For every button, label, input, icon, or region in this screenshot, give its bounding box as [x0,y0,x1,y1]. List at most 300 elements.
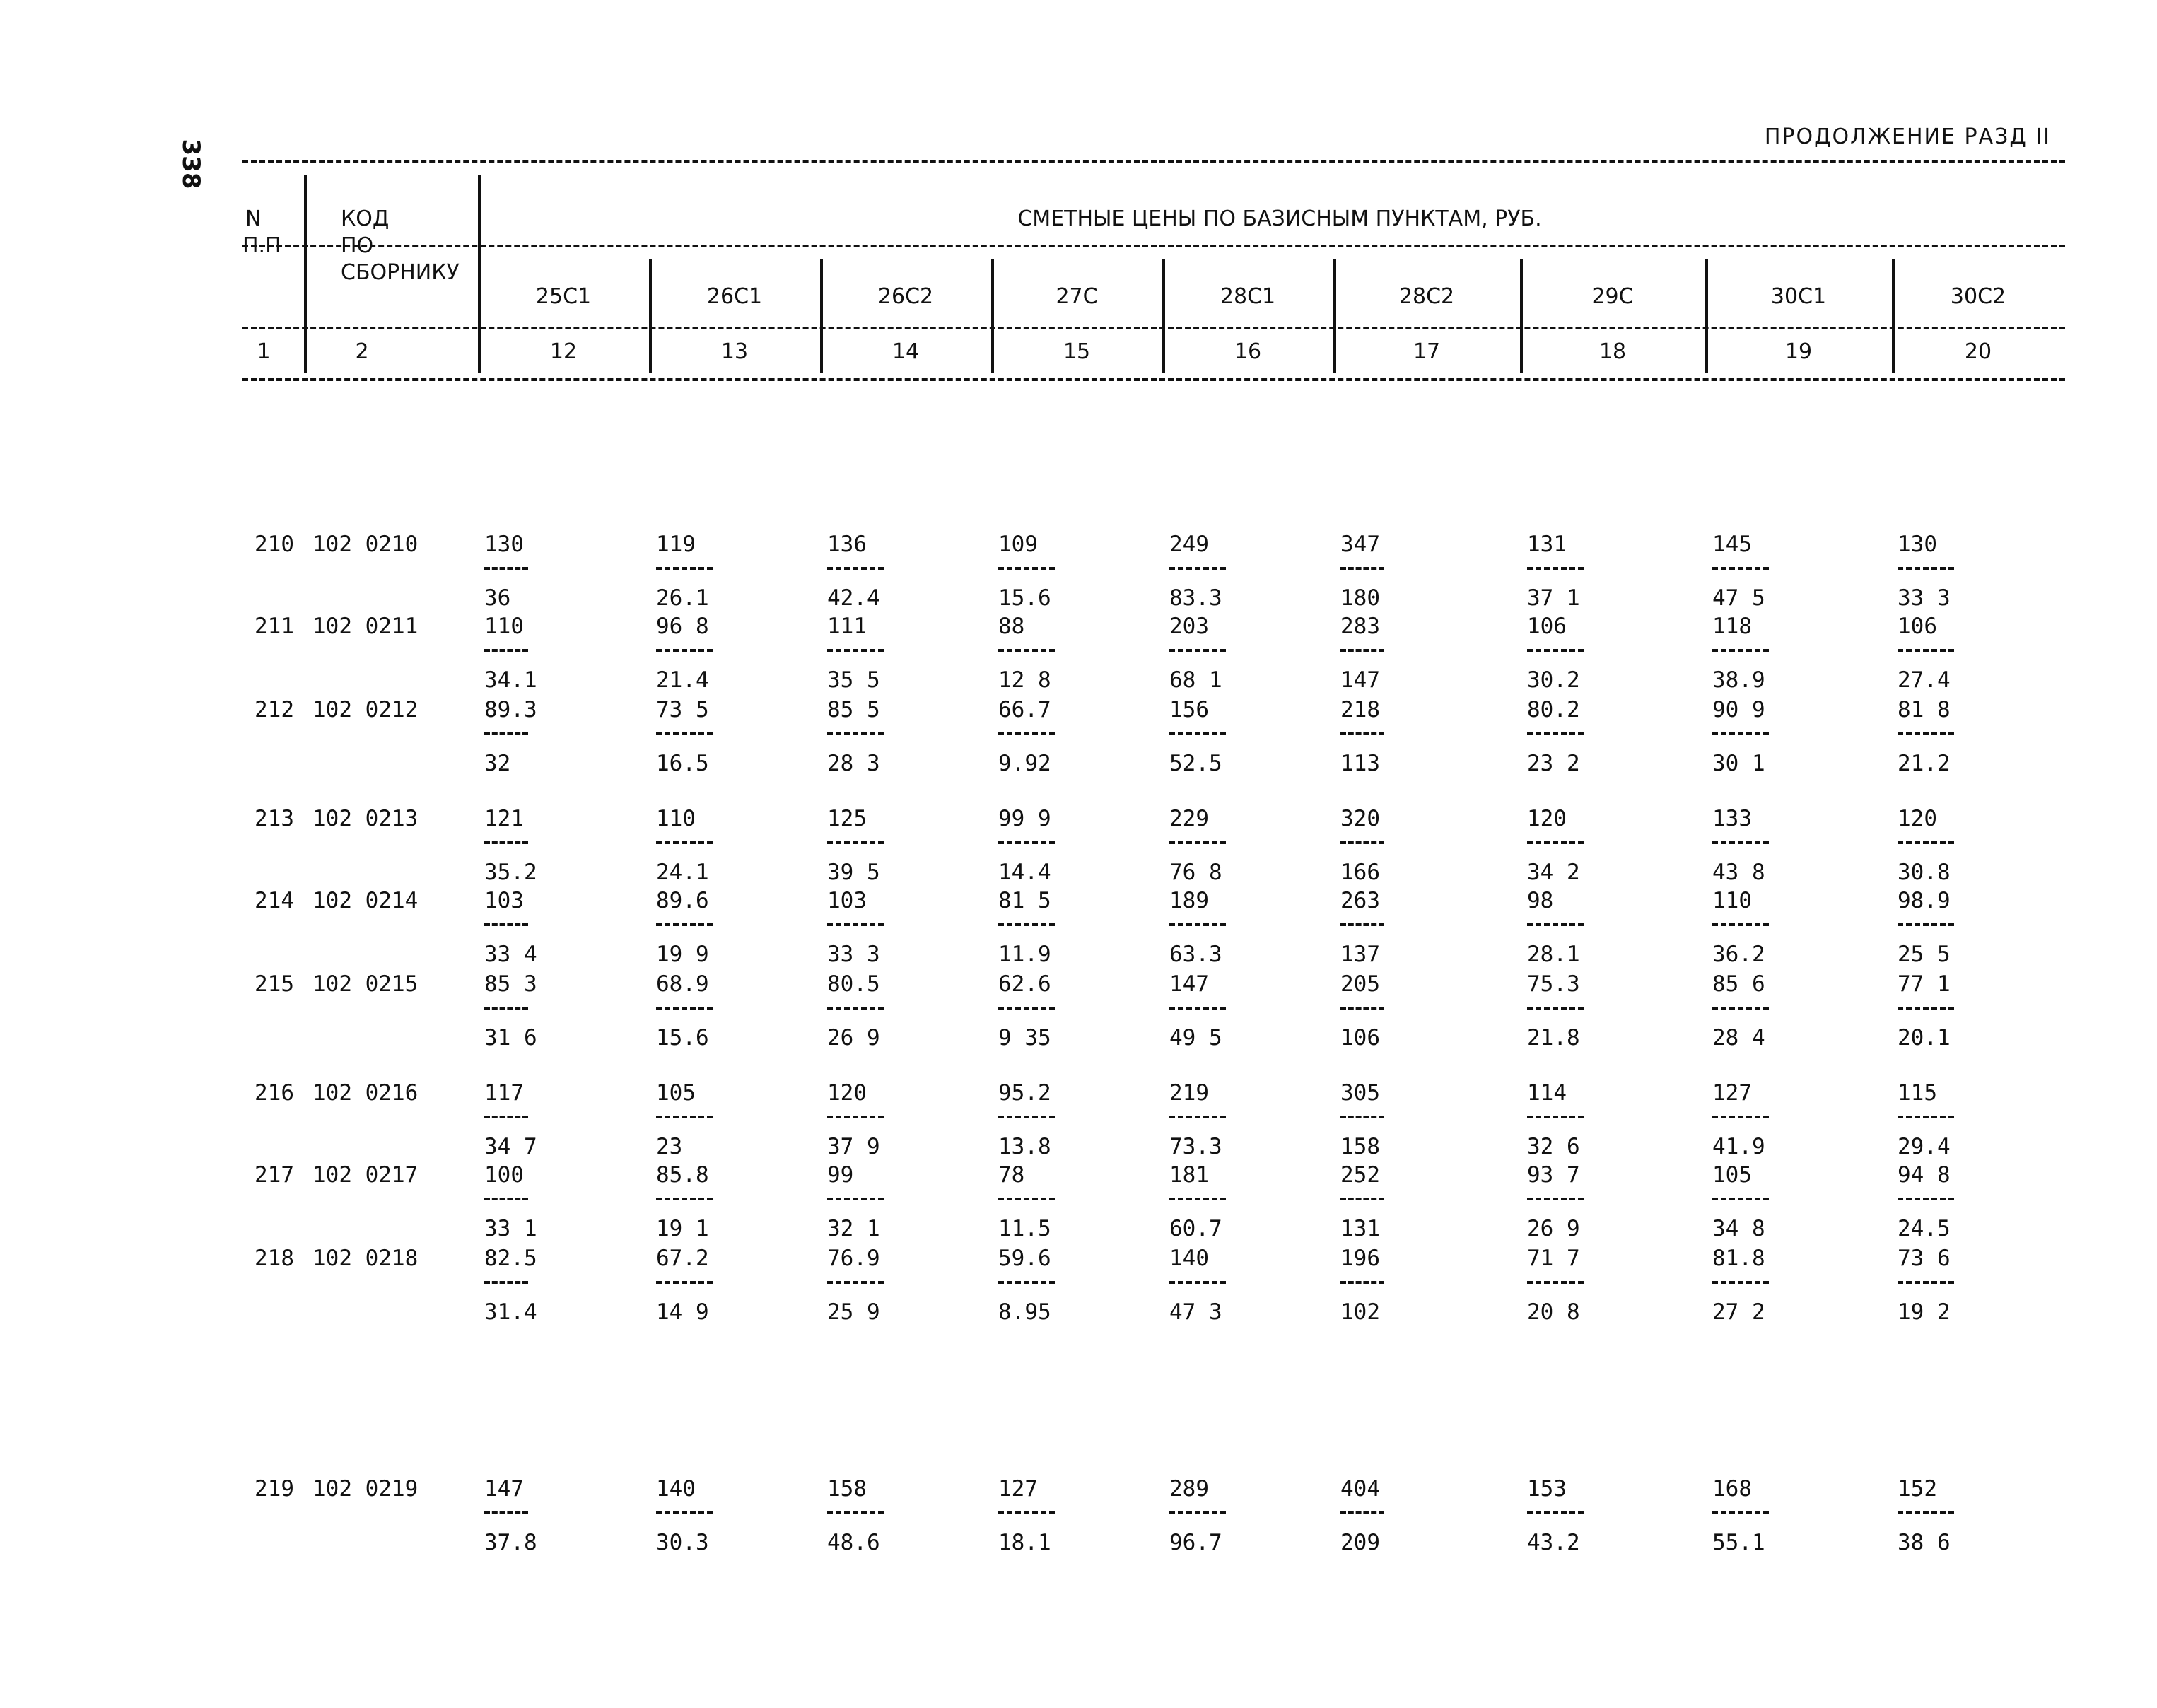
price-fraction-line [1712,1511,1769,1514]
price-top: 119 [656,532,696,557]
price-fraction-line [1527,1007,1584,1010]
price-bottom: 30.8 [1898,860,1951,885]
price-fraction-line [1527,732,1584,735]
price-bottom: 27 2 [1712,1299,1765,1325]
price-top: 136 [827,532,867,557]
price-bottom: 49 5 [1169,1025,1222,1051]
price-bottom: 34 8 [1712,1216,1765,1241]
price-bottom: 26 9 [827,1025,880,1051]
header-rule-0 [242,160,2065,163]
price-top: 203 [1169,614,1209,639]
price-bottom: 37 1 [1527,585,1580,611]
price-bottom: 19 1 [656,1216,709,1241]
header-colnum-10: 20 [1964,339,1992,364]
price-top: 219 [1169,1080,1209,1106]
price-top: 85 5 [827,697,880,723]
price-top: 117 [484,1080,524,1106]
price-bottom: 73.3 [1169,1134,1222,1159]
page-number: 338 [177,139,205,189]
price-top: 93 7 [1527,1162,1580,1188]
price-bottom: 30 1 [1712,751,1765,776]
price-bottom: 24.1 [656,860,709,885]
price-fraction-line [1340,649,1384,652]
price-bottom: 14 9 [656,1299,709,1325]
row-code: 102 0219 [312,1476,419,1502]
header-col-1: 26С1 [706,284,763,309]
price-bottom: 9 35 [998,1025,1051,1051]
price-top: 80.5 [827,971,880,997]
price-bottom: 113 [1340,751,1380,776]
price-bottom: 41.9 [1712,1134,1765,1159]
price-top: 103 [484,888,524,913]
price-top: 147 [484,1476,524,1502]
price-bottom: 25 9 [827,1299,880,1325]
header-code-line-3: СБОРНИКУ [341,260,460,285]
price-bottom: 52.5 [1169,751,1222,776]
price-bottom: 34.1 [484,667,537,693]
price-fraction-line [827,841,884,844]
price-top: 218 [1340,697,1380,723]
price-top: 189 [1169,888,1209,913]
price-fraction-line [1712,1198,1769,1200]
price-bottom: 166 [1340,860,1380,885]
price-bottom: 38 6 [1898,1530,1951,1555]
price-top: 145 [1712,532,1752,557]
price-bottom: 33 1 [484,1216,537,1241]
price-top: 81 8 [1898,697,1951,723]
header-colnum-4: 14 [892,339,920,364]
price-fraction-line [1169,923,1226,926]
header-col-2: 26С2 [877,284,934,309]
row-number: 211 [255,614,294,639]
price-bottom: 55.1 [1712,1530,1765,1555]
price-top: 99 9 [998,806,1051,831]
price-bottom: 34 2 [1527,860,1580,885]
price-fraction-line [1169,1198,1226,1200]
price-fraction-line [998,841,1055,844]
price-top: 59.6 [998,1246,1051,1271]
price-fraction-line [1340,1007,1384,1010]
price-top: 110 [656,806,696,831]
header-col-3: 27С [1056,284,1098,309]
price-fraction-line [1898,732,1954,735]
price-top: 110 [484,614,524,639]
price-fraction-line [827,1511,884,1514]
price-top: 115 [1898,1080,1937,1106]
price-top: 147 [1169,971,1209,997]
price-top: 283 [1340,614,1380,639]
price-bottom: 37.8 [484,1530,537,1555]
price-bottom: 11.9 [998,942,1051,967]
price-bottom: 76 8 [1169,860,1222,885]
header-rule-1 [242,245,2065,247]
price-bottom: 20.1 [1898,1025,1951,1051]
price-top: 140 [656,1476,696,1502]
price-top: 125 [827,806,867,831]
price-fraction-line [1898,1116,1954,1118]
price-fraction-line [484,1116,528,1118]
row-number: 215 [255,971,294,997]
price-fraction-line [656,1116,713,1118]
price-bottom: 48.6 [827,1530,880,1555]
price-top: 249 [1169,532,1209,557]
vrule-price-5 [1333,259,1336,373]
price-fraction-line [827,1116,884,1118]
price-fraction-line [1340,923,1384,926]
price-top: 263 [1340,888,1380,913]
price-top: 252 [1340,1162,1380,1188]
price-fraction-line [1898,841,1954,844]
header-code-line-1: КОД [341,206,390,231]
price-fraction-line [656,649,713,652]
vrule-price-7 [1705,259,1708,373]
price-fraction-line [656,732,713,735]
price-fraction-line [484,923,528,926]
price-fraction-line [1898,1511,1954,1514]
price-top: 140 [1169,1246,1209,1271]
price-fraction-line [484,1198,528,1200]
vrule-code [478,175,481,373]
price-bottom: 16.5 [656,751,709,776]
price-fraction-line [484,567,528,570]
price-top: 156 [1169,697,1209,723]
price-bottom: 12 8 [998,667,1051,693]
price-top: 103 [827,888,867,913]
price-fraction-line [1340,841,1384,844]
price-fraction-line [484,1511,528,1514]
row-number: 216 [255,1080,294,1106]
vrule-price-8 [1892,259,1895,373]
price-bottom: 32 1 [827,1216,880,1241]
price-fraction-line [1527,567,1584,570]
price-bottom: 29.4 [1898,1134,1951,1159]
row-number: 219 [255,1476,294,1502]
price-bottom: 28 4 [1712,1025,1765,1051]
price-top: 347 [1340,532,1380,557]
price-bottom: 13.8 [998,1134,1051,1159]
price-fraction-line [998,1198,1055,1200]
price-fraction-line [1340,1116,1384,1118]
price-bottom: 21.8 [1527,1025,1580,1051]
header-col-0: 25С1 [535,284,592,309]
price-bottom: 68 1 [1169,667,1222,693]
row-number: 217 [255,1162,294,1188]
price-fraction-line [484,841,528,844]
price-top: 205 [1340,971,1380,997]
price-fraction-line [827,1007,884,1010]
price-top: 106 [1898,614,1937,639]
price-top: 95.2 [998,1080,1051,1106]
price-fraction-line [656,841,713,844]
price-top: 99 [827,1162,854,1188]
price-fraction-line [1712,1281,1769,1284]
price-top: 73 6 [1898,1246,1951,1271]
price-top: 158 [827,1476,867,1502]
price-bottom: 19 2 [1898,1299,1951,1325]
row-code: 102 0217 [312,1162,419,1188]
price-bottom: 47 3 [1169,1299,1222,1325]
price-fraction-line [656,567,713,570]
header-colnum-0: 1 [257,339,271,364]
price-top: 85 3 [484,971,537,997]
price-top: 89.6 [656,888,709,913]
price-bottom: 20 8 [1527,1299,1580,1325]
price-fraction-line [998,923,1055,926]
price-top: 80.2 [1527,697,1580,723]
price-bottom: 15.6 [656,1025,709,1051]
header-col-5: 28С2 [1398,284,1455,309]
price-fraction-line [1340,567,1384,570]
price-fraction-line [1712,923,1769,926]
price-top: 88 [998,614,1025,639]
price-top: 71 7 [1527,1246,1580,1271]
price-top: 110 [1712,888,1752,913]
price-bottom: 15.6 [998,585,1051,611]
row-code: 102 0216 [312,1080,419,1106]
price-fraction-line [656,1198,713,1200]
header-prices-title: СМЕТНЫЕ ЦЕНЫ ПО БАЗИСНЫМ ПУНКТАМ, РУБ. [1017,206,1542,231]
price-bottom: 33 4 [484,942,537,967]
header-col-4: 28С1 [1220,284,1276,309]
price-bottom: 31 6 [484,1025,537,1051]
header-colnum-6: 16 [1234,339,1262,364]
price-top: 81.8 [1712,1246,1765,1271]
row-number: 218 [255,1246,294,1271]
section-title: ПРОДОЛЖЕНИЕ РАЗД II [1764,124,2051,149]
price-top: 66.7 [998,697,1051,723]
price-bottom: 43.2 [1527,1530,1580,1555]
price-bottom: 28 3 [827,751,880,776]
price-top: 305 [1340,1080,1380,1106]
price-bottom: 11.5 [998,1216,1051,1241]
price-fraction-line [1169,1007,1226,1010]
price-top: 152 [1898,1476,1937,1502]
price-bottom: 30.2 [1527,667,1580,693]
price-fraction-line [827,1281,884,1284]
price-top: 67.2 [656,1246,709,1271]
price-top: 90 9 [1712,697,1765,723]
price-bottom: 102 [1340,1299,1380,1325]
price-fraction-line [1898,923,1954,926]
row-code: 102 0214 [312,888,419,913]
price-bottom: 158 [1340,1134,1380,1159]
price-bottom: 26 9 [1527,1216,1580,1241]
header-colnum-2: 12 [549,339,578,364]
price-bottom: 21.2 [1898,751,1951,776]
price-top: 130 [1898,532,1937,557]
price-fraction-line [1898,1007,1954,1010]
price-bottom: 33 3 [1898,585,1951,611]
price-top: 85 6 [1712,971,1765,997]
price-bottom: 21.4 [656,667,709,693]
price-fraction-line [1169,1281,1226,1284]
row-code: 102 0211 [312,614,419,639]
vrule-price-2 [820,259,823,373]
price-fraction-line [827,649,884,652]
price-bottom: 36 [484,585,511,611]
price-top: 94 8 [1898,1162,1951,1188]
price-top: 120 [827,1080,867,1106]
price-top: 229 [1169,806,1209,831]
price-top: 121 [484,806,524,831]
price-top: 73 5 [656,697,709,723]
price-bottom: 35 5 [827,667,880,693]
price-top: 130 [484,532,524,557]
price-bottom: 43 8 [1712,860,1765,885]
price-fraction-line [1169,567,1226,570]
price-bottom: 137 [1340,942,1380,967]
price-top: 96 8 [656,614,709,639]
price-fraction-line [827,923,884,926]
price-top: 404 [1340,1476,1380,1502]
header-rule-3 [242,378,2065,381]
price-top: 78 [998,1162,1025,1188]
price-fraction-line [1169,1116,1226,1118]
header-np-line-2: П.П [242,233,281,258]
row-code: 102 0210 [312,532,419,557]
price-fraction-line [998,732,1055,735]
price-bottom: 106 [1340,1025,1380,1051]
price-top: 75.3 [1527,971,1580,997]
header-colnum-9: 19 [1784,339,1813,364]
price-top: 81 5 [998,888,1051,913]
vrule-price-3 [991,259,994,373]
price-bottom: 42.4 [827,585,880,611]
price-top: 76.9 [827,1246,880,1271]
price-top: 98 [1527,888,1554,913]
price-fraction-line [1898,1198,1954,1200]
price-fraction-line [827,567,884,570]
price-fraction-line [1527,649,1584,652]
price-bottom: 30.3 [656,1530,709,1555]
price-top: 127 [998,1476,1038,1502]
price-bottom: 209 [1340,1530,1380,1555]
price-bottom: 38.9 [1712,667,1765,693]
price-bottom: 36.2 [1712,942,1765,967]
price-bottom: 147 [1340,667,1380,693]
price-fraction-line [1712,841,1769,844]
price-bottom: 39 5 [827,860,880,885]
price-top: 82.5 [484,1246,537,1271]
header-colnum-8: 18 [1598,339,1627,364]
price-bottom: 37 9 [827,1134,880,1159]
price-top: 111 [827,614,867,639]
price-fraction-line [1340,1281,1384,1284]
row-code: 102 0213 [312,806,419,831]
price-bottom: 27.4 [1898,667,1951,693]
price-fraction-line [1340,1511,1384,1514]
price-fraction-line [1169,1511,1226,1514]
price-fraction-line [998,1281,1055,1284]
price-bottom: 35.2 [484,860,537,885]
price-fraction-line [1712,649,1769,652]
price-fraction-line [1712,1007,1769,1010]
price-top: 120 [1527,806,1567,831]
header-code-line-2: ПО [341,233,374,258]
price-top: 68.9 [656,971,709,997]
price-bottom: 25 5 [1898,942,1951,967]
price-fraction-line [998,1116,1055,1118]
price-top: 89.3 [484,697,537,723]
price-fraction-line [1340,732,1384,735]
price-fraction-line [1527,1116,1584,1118]
price-fraction-line [827,1198,884,1200]
price-top: 289 [1169,1476,1209,1502]
price-fraction-line [1712,1116,1769,1118]
price-top: 320 [1340,806,1380,831]
price-bottom: 131 [1340,1216,1380,1241]
price-bottom: 32 [484,751,511,776]
vrule-price-6 [1520,259,1523,373]
price-fraction-line [656,1281,713,1284]
price-bottom: 18.1 [998,1530,1051,1555]
price-top: 105 [656,1080,696,1106]
price-top: 109 [998,532,1038,557]
row-number: 210 [255,532,294,557]
row-code: 102 0215 [312,971,419,997]
price-top: 118 [1712,614,1752,639]
price-top: 127 [1712,1080,1752,1106]
price-fraction-line [1527,1281,1584,1284]
price-fraction-line [998,567,1055,570]
price-fraction-line [1527,1198,1584,1200]
price-top: 131 [1527,532,1567,557]
price-bottom: 33 3 [827,942,880,967]
price-fraction-line [1712,567,1769,570]
price-bottom: 47 5 [1712,585,1765,611]
header-col-6: 29С [1591,284,1634,309]
price-bottom: 63.3 [1169,942,1222,967]
price-fraction-line [1169,841,1226,844]
price-fraction-line [1898,649,1954,652]
price-fraction-line [1898,567,1954,570]
price-fraction-line [998,1511,1055,1514]
price-fraction-line [1527,1511,1584,1514]
price-bottom: 26.1 [656,585,709,611]
price-bottom: 23 [656,1134,683,1159]
price-top: 98.9 [1898,888,1951,913]
vrule-np [304,175,307,373]
price-fraction-line [484,732,528,735]
price-top: 62.6 [998,971,1051,997]
header-colnum-3: 13 [720,339,749,364]
price-top: 106 [1527,614,1567,639]
price-bottom: 96.7 [1169,1530,1222,1555]
price-top: 168 [1712,1476,1752,1502]
price-top: 100 [484,1162,524,1188]
price-fraction-line [827,732,884,735]
vrule-price-1 [649,259,652,373]
price-top: 153 [1527,1476,1567,1502]
price-top: 181 [1169,1162,1209,1188]
price-top: 85.8 [656,1162,709,1188]
price-top: 196 [1340,1246,1380,1271]
header-col-8: 30С2 [1950,284,2006,309]
price-bottom: 14.4 [998,860,1051,885]
price-bottom: 19 9 [656,942,709,967]
price-fraction-line [1340,1198,1384,1200]
price-fraction-line [998,649,1055,652]
row-number: 214 [255,888,294,913]
row-code: 102 0218 [312,1246,419,1271]
header-colnum-5: 15 [1063,339,1091,364]
price-fraction-line [1169,649,1226,652]
row-code: 102 0212 [312,697,419,723]
price-fraction-line [1527,923,1584,926]
vrule-price-4 [1162,259,1165,373]
price-bottom: 28.1 [1527,942,1580,967]
header-np-line-1: N [245,206,262,231]
